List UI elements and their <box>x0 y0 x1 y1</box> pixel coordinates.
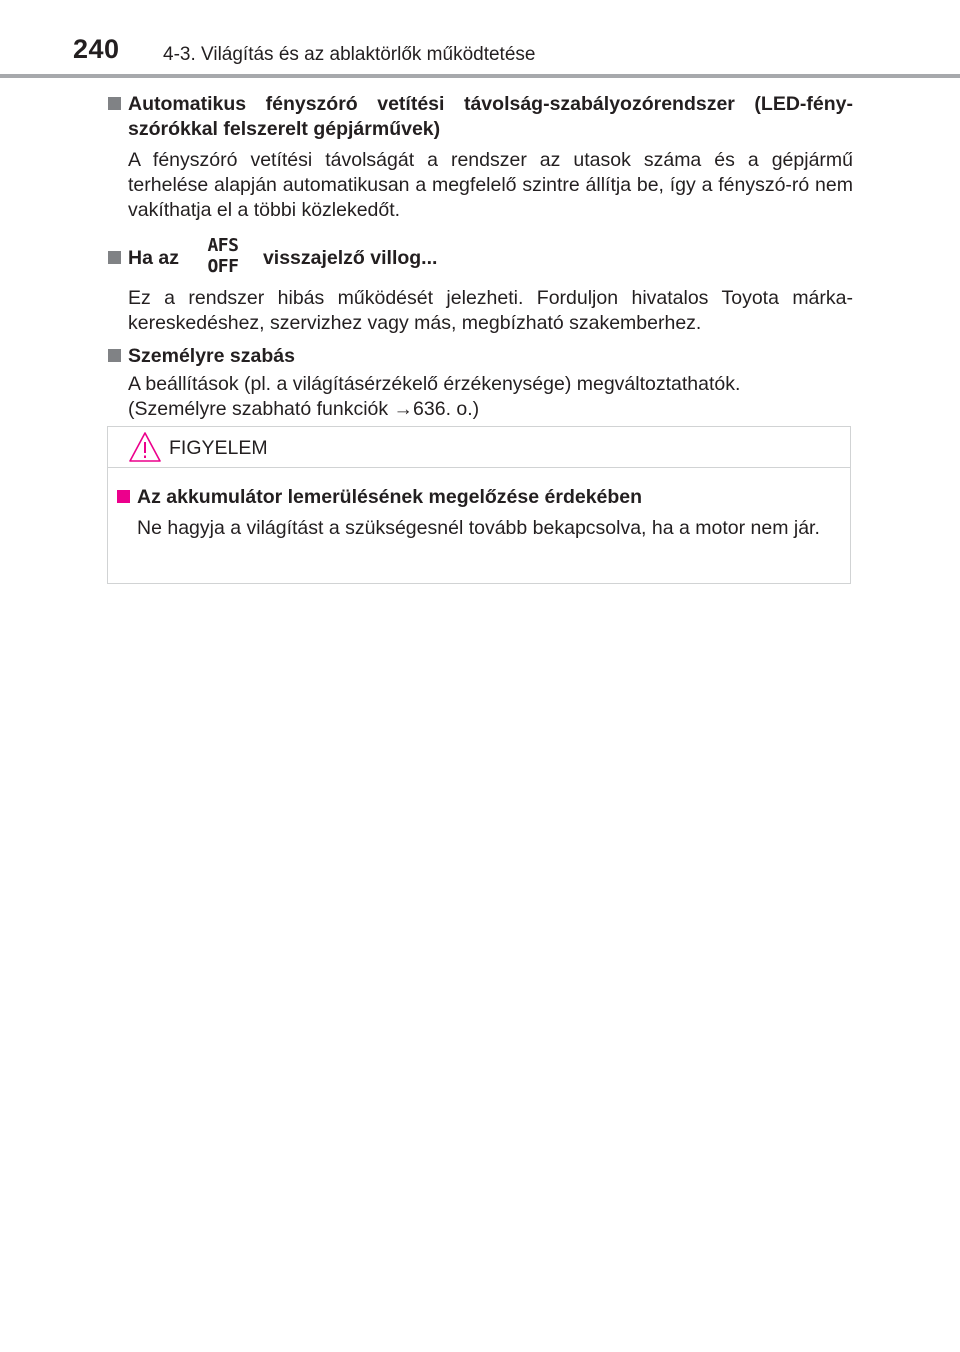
warning-triangle-icon <box>128 431 162 463</box>
page-number: 240 <box>73 34 120 64</box>
square-bullet-icon <box>117 490 130 503</box>
afs-icon-line2: OFF <box>207 256 239 277</box>
heading-suffix: visszajelző villog... <box>262 246 438 269</box>
section-heading: Személyre szabás <box>128 345 295 367</box>
heading-prefix: Ha az <box>128 246 179 269</box>
section-body-line1: A beállítások (pl. a világításérzékelő érzékenysége) megváltoztathatók. <box>128 373 741 395</box>
warning-section <box>117 485 857 541</box>
main-content <box>108 92 853 422</box>
section-heading <box>128 233 853 283</box>
afs-icon-line1: AFS <box>207 235 239 256</box>
warning-title: FIGYELEM <box>169 437 268 459</box>
warning-heading: Az akkumulátor lemerülésének megelőzése érdekében <box>137 486 643 508</box>
afs-off-indicator-icon <box>201 235 245 281</box>
header-rule <box>0 74 960 78</box>
warning-box <box>107 426 851 584</box>
section-heading: Automatikus fényszóró vetítési távolság-szabályozórendszer (LED-fény-szórókkal felszerelt gépjárművek) <box>128 93 853 140</box>
square-bullet-icon <box>108 97 121 110</box>
section-headlight-leveling <box>108 92 853 223</box>
square-bullet-icon <box>108 349 121 362</box>
section-body: A fényszóró vetítési távolságát a rendszer az utasok száma és a gépjármű terhelése alapján automatikusan a megfelelő szintre állítja be, így a fényszó-ró nem vakíthatja el a többi közlekedőt. <box>128 149 853 221</box>
section-customization <box>108 344 853 422</box>
warning-body-text: Ne hagyja a világítást a szükségesnél tovább bekapcsolva, ha a motor nem jár. <box>137 517 820 539</box>
square-bullet-icon <box>108 251 121 264</box>
section-afs-indicator <box>108 233 853 336</box>
section-body-line2: (Személyre szabható funkciók →636. o.) <box>128 398 480 420</box>
chapter-title: 4-3. Világítás és az ablaktörlők működtetése <box>163 44 536 65</box>
section-body: Ez a rendszer hibás működését jelezheti. Forduljon hivatalos Toyota márka-kereskedéshez, szervizhez vagy más, megbízható szakemberhez. <box>128 287 853 334</box>
page-header <box>0 0 960 78</box>
warning-header <box>108 427 850 468</box>
